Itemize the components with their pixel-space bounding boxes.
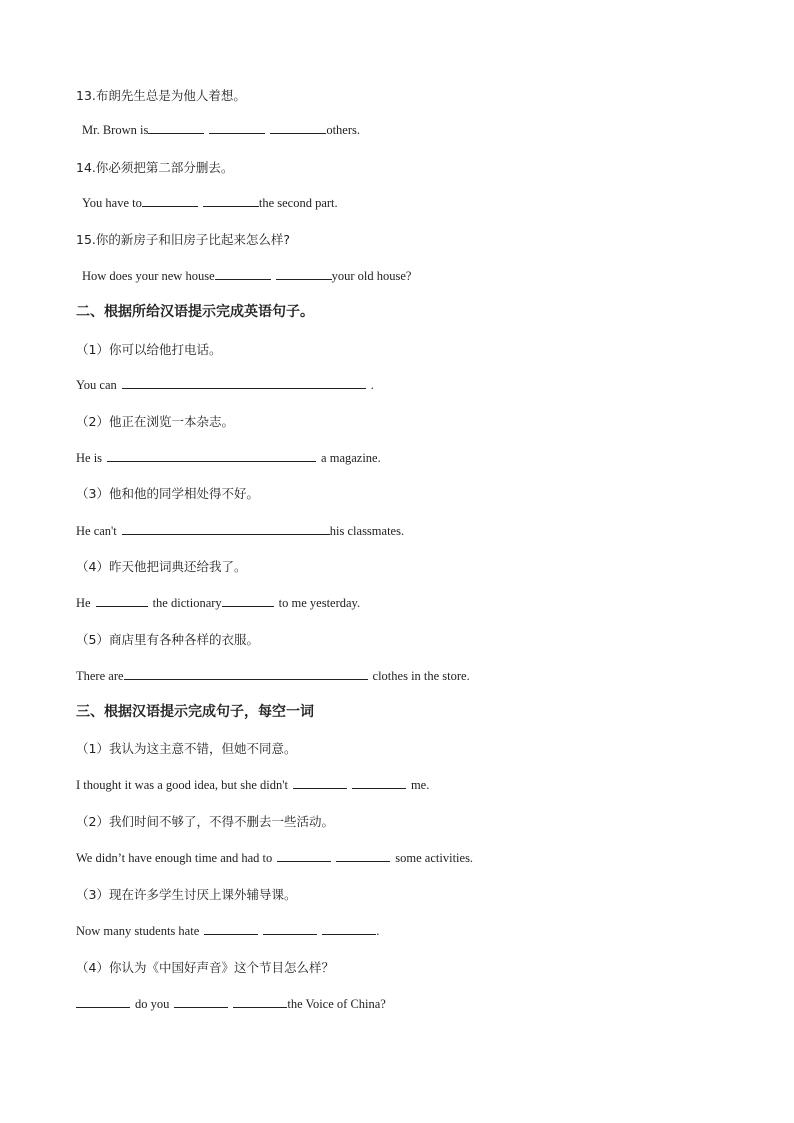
q13-blank-1[interactable] (148, 122, 204, 134)
p2-item-4-text-post: to me yesterday. (278, 596, 361, 610)
q15-sentence (82, 268, 411, 284)
q14-text-pre: You have to (82, 196, 142, 210)
p3-item-2-blank-1[interactable] (277, 850, 331, 862)
p2-item-5-sentence (76, 668, 470, 684)
p2-item-2-text-pre: He is (76, 451, 103, 465)
p3-item-3-sentence (76, 923, 379, 939)
p3-item-4-blank-3[interactable] (233, 996, 287, 1008)
q13-sentence (82, 122, 360, 138)
q14-prompt: 14.你必须把第二部分删去。 (76, 160, 234, 175)
p2-item-2-text-post: a magazine. (321, 451, 381, 465)
p3-item-1-text-post: me. (410, 778, 430, 792)
p3-item-3-blank-1[interactable] (204, 923, 258, 935)
p2-item-1-text-pre: You can (76, 378, 117, 392)
q15-blank-2[interactable] (276, 268, 332, 280)
q15-blank-1[interactable] (215, 268, 271, 280)
p3-item-2-blank-2[interactable] (336, 850, 390, 862)
q14-blank-2[interactable] (203, 195, 259, 207)
p2-item-5-prompt: （5）商店里有各种各样的衣服。 (76, 632, 259, 647)
section-2-heading: 二、根据所给汉语提示完成英语句子。 (76, 304, 314, 320)
p2-item-1-blank[interactable] (122, 377, 366, 389)
p2-item-2-blank[interactable] (107, 450, 316, 462)
p2-item-3-text-pre: He can't (76, 524, 117, 538)
p3-item-3-blank-3[interactable] (322, 923, 376, 935)
q13-blank-3[interactable] (270, 122, 326, 134)
p2-item-4-blank-1[interactable] (96, 595, 148, 607)
p3-item-1-prompt: （1）我认为这主意不错，但她不同意。 (76, 741, 297, 756)
p3-item-4-blank-1[interactable] (76, 996, 130, 1008)
p2-item-3-text-post: his classmates. (329, 524, 405, 538)
q15-text-post: your old house? (331, 269, 412, 283)
p2-item-1-sentence (76, 377, 374, 393)
p3-item-3-text-post: . (376, 924, 380, 938)
p2-item-5-text-pre: There are (76, 669, 124, 683)
p3-item-4-sentence (76, 996, 386, 1012)
q15-prompt: 15.你的新房子和旧房子比起来怎么样? (76, 232, 291, 247)
p3-item-3-blank-2[interactable] (263, 923, 317, 935)
q13-prompt: 13.布朗先生总是为他人着想。 (76, 88, 246, 103)
p3-item-2-text-pre: We didn’t have enough time and had to (76, 851, 273, 865)
q14-text-post: the second part. (258, 196, 338, 210)
p3-item-4-text-post: the Voice of China? (287, 997, 386, 1011)
p3-item-1-text-pre: I thought it was a good idea, but she didn't (76, 778, 288, 792)
p3-item-1-blank-2[interactable] (352, 777, 406, 789)
p2-item-3-sentence (76, 523, 404, 539)
p3-item-2-text-post: some activities. (395, 851, 474, 865)
p2-item-5-text-post: clothes in the store. (372, 669, 470, 683)
q15-text-pre: How does your new house (82, 269, 215, 283)
p2-item-1-text-post: . (370, 378, 374, 392)
p3-item-3-prompt: （3）现在许多学生讨厌上课外辅导课。 (76, 887, 297, 902)
p2-item-5-blank[interactable] (124, 668, 368, 680)
p2-item-4-prompt: （4）昨天他把词典还给我了。 (76, 559, 247, 574)
p2-item-3-blank[interactable] (122, 523, 330, 535)
p3-item-4-prompt: （4）你认为《中国好声音》这个节目怎么样？ (76, 960, 334, 975)
p2-item-3-prompt: （3）他和他的同学相处得不好。 (76, 486, 259, 501)
section-3-heading: 三、根据汉语提示完成句子，每空一词 (76, 704, 314, 720)
p2-item-4-blank-2[interactable] (222, 595, 274, 607)
p3-item-2-prompt: （2）我们时间不够了，不得不删去一些活动。 (76, 814, 334, 829)
p3-item-1-blank-1[interactable] (293, 777, 347, 789)
p2-item-2-sentence (76, 450, 381, 466)
p2-item-4-text-pre: He (76, 596, 91, 610)
q13-text-pre: Mr. Brown is (82, 123, 149, 137)
p2-item-4-sentence (76, 595, 360, 611)
p2-item-4-text-mid: the dictionary (152, 596, 222, 610)
p3-item-1-sentence (76, 777, 429, 793)
q13-blank-2[interactable] (209, 122, 265, 134)
p3-item-4-text-mid: do you (135, 997, 170, 1011)
p3-item-4-blank-2[interactable] (174, 996, 228, 1008)
p2-item-1-prompt: （1）你可以给他打电话。 (76, 342, 222, 357)
p3-item-3-text-pre: Now many students hate (76, 924, 200, 938)
q14-blank-1[interactable] (142, 195, 198, 207)
q13-text-post: others. (326, 123, 361, 137)
q14-sentence (82, 195, 338, 211)
p2-item-2-prompt: （2）他正在浏览一本杂志。 (76, 414, 234, 429)
p3-item-2-sentence (76, 850, 473, 866)
